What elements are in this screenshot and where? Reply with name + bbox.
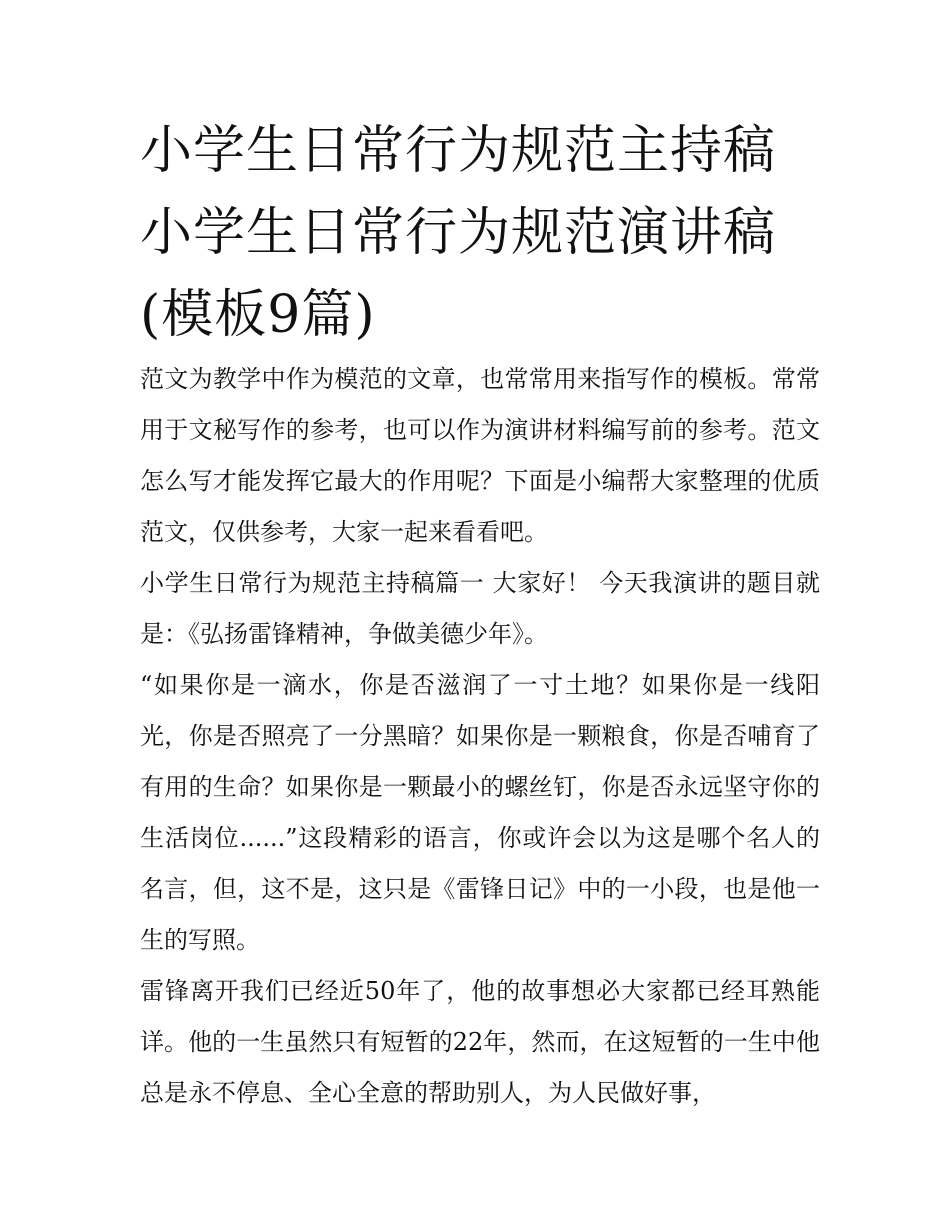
paragraph-leifeng-story: 雷锋离开我们已经近50年了，他的故事想必大家都已经耳熟能详。他的一生虽然只有短暂的22年，然而，在这短暂的一生中他总是永不停息、全心全意的帮助别人，为人民做好事，	[140, 977, 820, 1107]
paragraph-leifeng-quote: “如果你是一滴水，你是否滋润了一寸土地？如果你是一线阳光，你是否照亮了一分黑暗？如果你是一颗粮食，你是否哺育了有用的生命？如果你是一颗最小的螺丝钉，你是否永远坚守你的生活岗位......”这段精彩的语言，你或许会以为这是哪个名人的名言，但，这不是，这只是《雷锋日记》中的一小段，也是他一生的写照。	[140, 671, 820, 954]
paragraph-speech-opening: 小学生日常行为规范主持稿篇一 大家好！ 今天我演讲的题目就是：《弘扬雷锋精神，争做美德少年》。	[140, 569, 820, 648]
document-body	[140, 354, 820, 1119]
paragraph-intro: 范文为教学中作为模范的文章，也常常用来指写作的模板。常常用于文秘写作的参考，也可以作为演讲材料编写前的参考。范文怎么写才能发挥它最大的作用呢？下面是小编帮大家整理的优质范文，仅供参考，大家一起来看看吧。	[140, 365, 820, 546]
document-title: 小学生日常行为规范主持稿 小学生日常行为规范演讲稿(模板9篇)	[140, 121, 777, 345]
